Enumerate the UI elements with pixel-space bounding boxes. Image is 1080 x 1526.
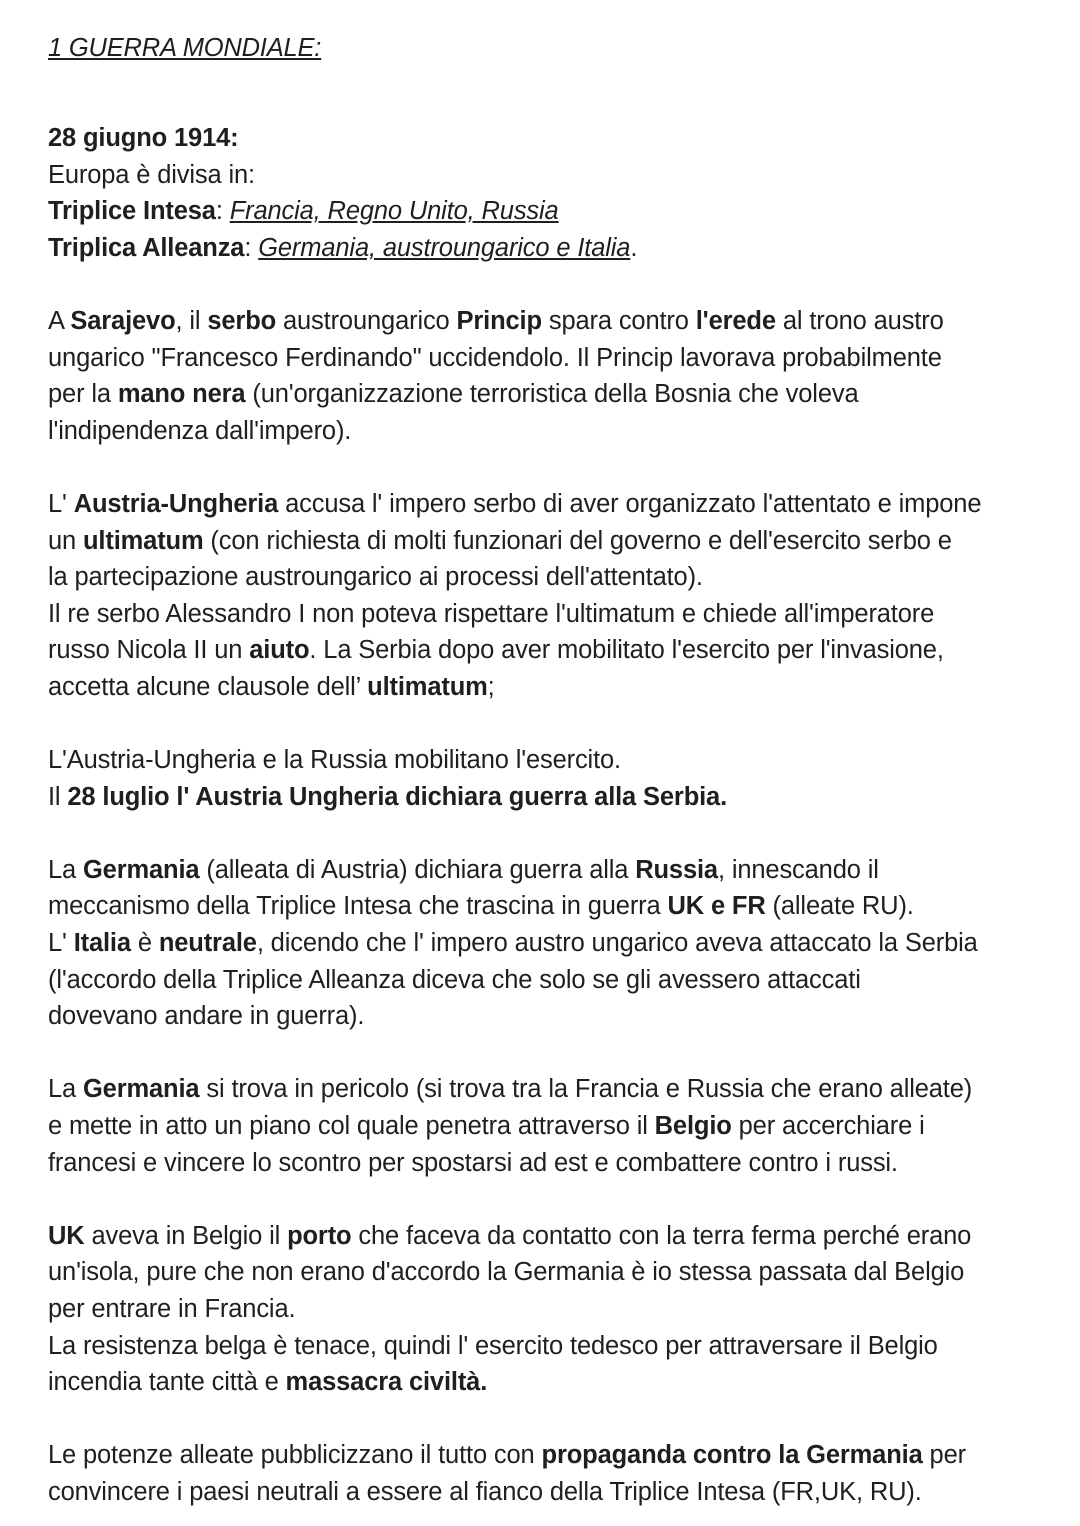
text-run: al trono austro: [775, 306, 944, 335]
page-title: 1 GUERRA MONDIALE:: [48, 34, 322, 62]
bold-run: propaganda contro la Germania: [541, 1441, 923, 1470]
text-run: (alleata di Austria) dichiara guerra alla: [199, 855, 636, 884]
paragraph-belgium-plan: [48, 1071, 1038, 1181]
bold-run: neutrale: [158, 929, 257, 958]
text-line: un'isola, pure che non erano d'accordo la Germania è io stessa passata dal Belgio: [48, 1258, 965, 1287]
spacer: [48, 1401, 1038, 1438]
text-run: , dicendo che l' impero austro ungarico aveva attaccato la Serbia: [256, 929, 978, 958]
intro-section: [48, 120, 1038, 266]
text-line: (l'accordo della Triplice Alleanza diceva che solo se gli avessero attaccati: [48, 965, 861, 994]
text-run: . La Serbia dopo aver mobilitato l'esercito per l'invasione,: [309, 636, 944, 665]
intesa-members: Francia, Regno Unito, Russia: [229, 197, 559, 226]
colon: :: [244, 233, 259, 262]
paragraph-propaganda: [48, 1437, 1038, 1510]
spacer: [48, 815, 1038, 852]
text-run: A: [48, 306, 71, 335]
text-run: per la: [48, 380, 118, 409]
alleanza-members: Germania, austroungarico e Italia: [258, 233, 631, 262]
paragraph-sarajevo: [48, 303, 1038, 449]
paragraph-ultimatum: [48, 486, 1038, 706]
text-line: L'Austria-Ungheria e la Russia mobilitano l'esercito.: [48, 746, 621, 775]
spacer: [48, 1181, 1038, 1218]
bold-run: UK: [48, 1221, 85, 1250]
text-line: l'indipendenza dall'impero).: [48, 416, 352, 445]
text-run: incendia tante città e: [48, 1368, 286, 1397]
text-line: la partecipazione austroungarico ai processi dell'attentato).: [48, 563, 703, 592]
text-run: spara contro: [541, 306, 696, 335]
text-line: [48, 669, 1038, 706]
intesa-label: Triplice Intesa: [48, 197, 216, 226]
text-run: si trova in pericolo (si trova tra la Francia e Russia che erano alleate): [199, 1075, 973, 1104]
text-run: (un'organizzazione terroristica della Bosnia che voleva: [245, 380, 859, 409]
paragraph-uk-belgium: [48, 1218, 1038, 1401]
paragraph-mobilization: [48, 742, 1038, 815]
text-run: La: [48, 1075, 83, 1104]
text-line: [48, 1364, 1038, 1401]
bold-run: Germania: [83, 1075, 200, 1104]
bold-run: porto: [287, 1221, 352, 1250]
text-line: [48, 1108, 1038, 1145]
bold-run: mano nera: [117, 380, 246, 409]
bold-run: massacra civiltà.: [285, 1368, 488, 1397]
bold-run: ultimatum: [367, 672, 488, 701]
text-run: (con richiesta di molti funzionari del governo e dell'esercito serbo e: [203, 526, 952, 555]
intesa-line: [48, 193, 1038, 230]
text-line: [48, 486, 1038, 523]
text-run: L': [48, 929, 74, 958]
spacer: [48, 706, 1038, 743]
bold-run: Belgio: [654, 1112, 732, 1141]
text-run: La: [48, 855, 83, 884]
text-run: che faceva da contatto con la terra ferma perché erano: [351, 1221, 972, 1250]
text-run: è: [130, 929, 159, 958]
text-run: meccanismo della Triplice Intesa che trascina in guerra: [48, 892, 668, 921]
text-run: e mette in atto un piano col quale penetra attraverso il: [48, 1112, 655, 1141]
bold-run: l'erede: [695, 306, 776, 335]
text-line: [48, 852, 1038, 889]
text-line: per entrare in Francia.: [48, 1295, 296, 1323]
alleanza-label: Triplica Alleanza: [48, 233, 245, 262]
text-run: russo Nicola II un: [48, 636, 250, 665]
bold-run: 28 luglio l' Austria Ungheria dichiara guerra alla Serbia.: [67, 782, 728, 811]
text-line: La resistenza belga è tenace, quindi l' esercito tedesco per attraversare il Belgio: [48, 1331, 938, 1360]
colon: :: [215, 197, 230, 226]
spacer: [48, 1035, 1038, 1072]
spacer: [48, 266, 1038, 303]
bold-run: UK e FR: [667, 892, 766, 921]
text-line: [48, 376, 1038, 413]
text-line: Il re serbo Alessandro I non poteva rispettare l'ultimatum e chiede all'imperatore: [48, 599, 935, 628]
bold-run: aiuto: [249, 636, 310, 665]
text-run: austroungarico: [276, 306, 457, 335]
spacer: [48, 449, 1038, 486]
alleanza-line: [48, 230, 1038, 267]
paragraph-germany-russia: [48, 852, 1038, 1035]
text-run: (alleate RU).: [765, 892, 914, 921]
text-line: [48, 925, 1038, 962]
text-line: ungarico "Francesco Ferdinando" uccidendolo. Il Princip lavorava probabilmente: [48, 343, 942, 372]
text-run: per accerchiare i: [731, 1112, 925, 1141]
bold-run: Russia: [635, 855, 718, 884]
text-run: per: [922, 1441, 966, 1470]
text-line: [48, 303, 1038, 340]
bold-run: ultimatum: [83, 526, 204, 555]
text-run: ;: [487, 672, 495, 701]
bold-run: Italia: [73, 929, 131, 958]
text-line: [48, 1218, 1038, 1255]
text-line: [48, 888, 1038, 925]
text-run: accusa l' impero serbo di aver organizzato l'attentato e impone: [278, 489, 982, 518]
text-run: Le potenze alleate pubblicizzano il tutto con: [48, 1441, 542, 1470]
text-line: dovevano andare in guerra).: [48, 1002, 365, 1031]
text-run: L': [48, 489, 74, 518]
bold-run: Germania: [83, 855, 200, 884]
text-line: [48, 1071, 1038, 1108]
text-line: [48, 1437, 1038, 1474]
text-run: aveva in Belgio il: [84, 1221, 288, 1250]
text-run: , innescando il: [717, 855, 879, 884]
text-run: un: [48, 526, 83, 555]
text-run: Il: [48, 782, 68, 811]
text-line: [48, 523, 1038, 560]
bold-run: serbo: [207, 306, 277, 335]
text-line: convincere i paesi neutrali a essere al fianco della Triplice Intesa (FR,UK, RU).: [48, 1477, 922, 1506]
bold-run: Princip: [456, 306, 542, 335]
bold-run: Sarajevo: [70, 306, 176, 335]
period: .: [630, 233, 638, 262]
text-run: accetta alcune clausole dell’: [48, 672, 368, 701]
bold-run: Austria-Ungheria: [73, 489, 279, 518]
text-run: , il: [175, 306, 208, 335]
text-line: [48, 632, 1038, 669]
document-page: [48, 28, 1038, 1511]
text-line: [48, 779, 1038, 816]
date-heading: 28 giugno 1914:: [48, 124, 239, 152]
europe-line: Europa è divisa in:: [48, 160, 255, 189]
spacer: [48, 68, 1038, 120]
text-line: francesi e vincere lo scontro per spostarsi ad est e combattere contro i russi.: [48, 1148, 898, 1177]
